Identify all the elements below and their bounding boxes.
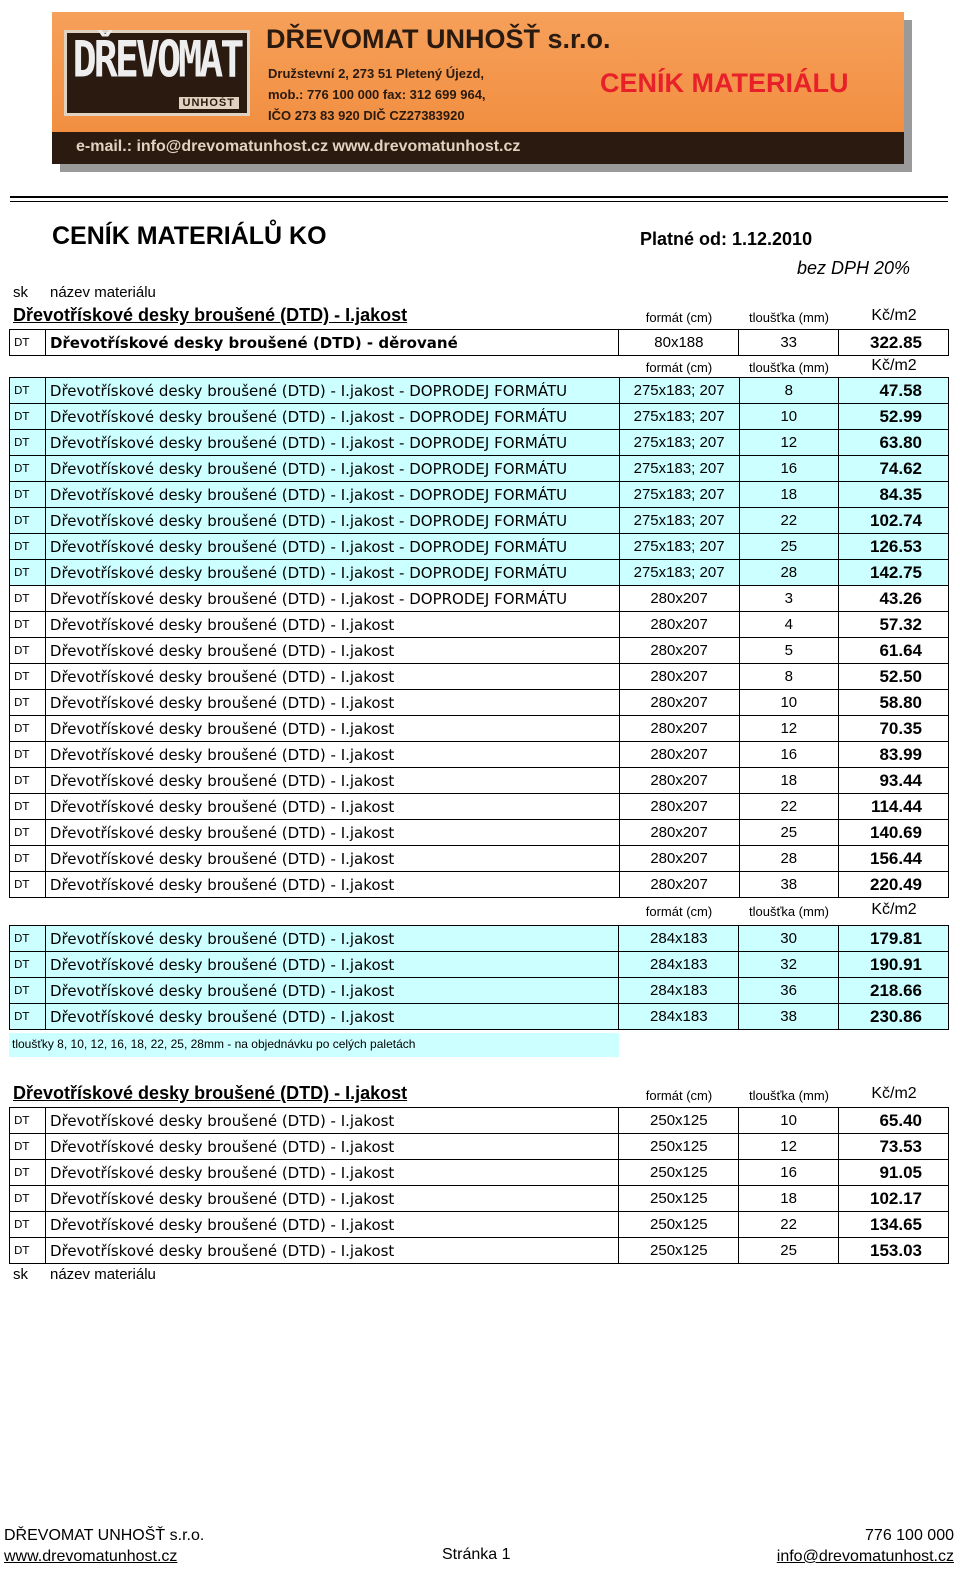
table-clearance [9,377,949,898]
cell-price: 102.74 [839,508,949,534]
cell-sk: DT [10,456,46,482]
cell-price: 73.53 [839,1134,949,1160]
company-logo [64,30,250,116]
table-250x125 [9,1107,949,1264]
cell-price: 65.40 [839,1108,949,1134]
banner-phones: mob.: 776 100 000 fax: 312 699 964, [268,87,486,102]
col-price-header: Kč/m2 [871,357,917,374]
cell-price: 126.53 [839,534,949,560]
footer-email-link[interactable]: info@drevomatunhost.cz [776,1548,954,1565]
cell-name: Dřevotřískové desky broušené (DTD) - I.jakost [45,1004,618,1030]
section-title: Dřevotřískové desky broušené (DTD) - I.jakost [13,305,408,325]
cell-price: 70.35 [839,716,949,742]
cell-sk: DT [10,1004,46,1030]
col-price-header: Kč/m2 [871,901,917,918]
cell-name: Dřevotřískové desky broušené (DTD) - I.jakost [45,820,619,846]
cell-format: 280x207 [619,820,739,846]
cell-thickness: 16 [739,456,839,482]
cell-format: 280x207 [619,768,739,794]
cell-sk: DT [10,664,46,690]
table-row [10,690,949,716]
cell-name: Dřevotřískové desky broušené (DTD) - I.jakost - DOPRODEJ FORMÁTU [45,560,619,586]
cell-thickness: 5 [739,638,839,664]
banner-ids: IČO 273 83 920 DIČ CZ27383920 [268,108,465,123]
col-format-header: formát (cm) [645,360,713,375]
divider-bottom [10,201,948,202]
cell-sk: DT [10,1108,46,1134]
cell-thickness: 22 [739,1212,839,1238]
cell-thickness: 12 [739,430,839,456]
cell-price: 153.03 [839,1238,949,1264]
cell-sk: DT [10,716,46,742]
cell-name: Dřevotřískové desky broušené (DTD) - I.jakost - DOPRODEJ FORMÁTU [45,534,619,560]
col-thickness-header: tloušťka (mm) [749,360,829,375]
name-column-label: název materiálu [50,284,156,301]
cell-thickness: 22 [739,508,839,534]
cell-thickness: 38 [739,1004,839,1030]
table-row [10,430,949,456]
cell-name: Dřevotřískové desky broušené (DTD) - I.jakost [45,1160,618,1186]
cell-format: 280x207 [619,612,739,638]
table-row [10,508,949,534]
table-row [10,768,949,794]
cell-name: Dřevotřískové desky broušené (DTD) - I.jakost [45,794,619,820]
cell-sk: DT [10,404,46,430]
cell-thickness: 25 [739,1238,839,1264]
table-row [10,1212,949,1238]
cell-sk: DT [10,508,46,534]
cell-sk: DT [10,1160,46,1186]
cell-name: Dřevotřískové desky broušené (DTD) - I.jakost [45,846,619,872]
cell-sk: DT [10,952,46,978]
table-row [10,820,949,846]
cell-thickness: 4 [739,612,839,638]
cell-sk: DT [10,1186,46,1212]
cell-thickness: 16 [739,1160,839,1186]
cell-thickness: 25 [739,534,839,560]
cell-thickness: 38 [739,872,839,898]
cell-sk: DT [10,534,46,560]
cell-thickness: 10 [739,690,839,716]
cell-format: 275x183; 207 [619,404,739,430]
cell-price: 218.66 [839,978,949,1004]
cell-price: 43.26 [839,586,949,612]
banner-address: Družstevní 2, 273 51 Pletený Újezd, [268,66,485,81]
cell-price: 47.58 [839,378,949,404]
table-perforated [9,329,949,356]
cell-thickness: 12 [739,1134,839,1160]
cell-name: Dřevotřískové desky broušené (DTD) - I.jakost - DOPRODEJ FORMÁTU [45,430,619,456]
cell-format: 280x207 [619,794,739,820]
cell-thickness: 33 [739,330,839,356]
cell-thickness: 30 [739,926,839,952]
logo-subtitle: UNHOŠT [179,97,239,109]
cell-name: Dřevotřískové desky broušené (DTD) - I.jakost - DOPRODEJ FORMÁTU [45,378,619,404]
table-row [10,872,949,898]
cell-format: 280x207 [619,638,739,664]
cell-price: 156.44 [839,846,949,872]
order-note: tloušťky 8, 10, 12, 16, 18, 22, 25, 28mm - na objednávku po celých paletách [9,1033,619,1057]
cell-format: 280x207 [619,846,739,872]
table-284x183 [9,925,949,1030]
cell-thickness: 8 [739,664,839,690]
cell-sk: DT [10,768,46,794]
cell-sk: DT [10,926,46,952]
cell-sk: DT [10,378,46,404]
cell-format: 275x183; 207 [619,534,739,560]
cell-thickness: 8 [739,378,839,404]
cell-sk: DT [10,1134,46,1160]
table-row [10,482,949,508]
cell-sk: DT [10,846,46,872]
cell-format: 280x207 [619,664,739,690]
valid-from: Platné od: 1.12.2010 [640,229,813,249]
table-row [10,794,949,820]
cell-thickness: 10 [739,1108,839,1134]
col-thickness-header: tloušťka (mm) [749,904,829,919]
cell-sk: DT [10,482,46,508]
logo-wordmark: DŘEVOMAT [72,31,242,89]
table-row [10,638,949,664]
cell-thickness: 10 [739,404,839,430]
cell-format: 275x183; 207 [619,508,739,534]
cell-price: 322.85 [839,330,949,356]
cell-sk: DT [10,690,46,716]
table-row [10,404,949,430]
cell-name: Dřevotřískové desky broušené (DTD) - I.jakost - DOPRODEJ FORMÁTU [45,404,619,430]
cell-price: 230.86 [839,1004,949,1030]
divider-top [10,196,948,198]
name-column-label: název materiálu [50,1266,156,1283]
table-row [10,1108,949,1134]
page-title: CENÍK MATERIÁLŮ KO [52,222,327,250]
cell-sk: DT [10,330,46,356]
footer-company: DŘEVOMAT UNHOŠŤ s.r.o. [4,1527,205,1544]
cell-format: 284x183 [619,952,739,978]
section-title: Dřevotřískové desky broušené (DTD) - I.jakost [13,1083,408,1103]
cell-sk: DT [10,560,46,586]
cell-price: 52.50 [839,664,949,690]
cell-price: 220.49 [839,872,949,898]
cell-format: 250x125 [619,1212,739,1238]
cell-price: 74.62 [839,456,949,482]
cell-price: 179.81 [839,926,949,952]
cell-format: 275x183; 207 [619,378,739,404]
cell-sk: DT [10,1212,46,1238]
table-row [10,378,949,404]
table-row [10,560,949,586]
cell-thickness: 18 [739,768,839,794]
footer-page-number: Stránka 1 [442,1546,511,1563]
col-price-header: Kč/m2 [871,307,917,324]
cell-format: 250x125 [619,1186,739,1212]
cell-name: Dřevotřískové desky broušené (DTD) - I.jakost - DOPRODEJ FORMÁTU [45,456,619,482]
table-row [10,1238,949,1264]
col-format-header: formát (cm) [645,310,713,325]
banner-company-name: DŘEVOMAT UNHOŠŤ s.r.o. [266,24,611,54]
cell-name: Dřevotřískové desky broušené (DTD) - I.jakost [45,1134,618,1160]
cell-format: 275x183; 207 [619,482,739,508]
cell-format: 284x183 [619,926,739,952]
cell-name: Dřevotřískové desky broušené (DTD) - I.jakost [45,768,619,794]
table-row [10,1186,949,1212]
cell-format: 280x207 [619,586,739,612]
cell-format: 284x183 [619,1004,739,1030]
cell-sk: DT [10,978,46,1004]
cell-price: 61.64 [839,638,949,664]
col-format-header: formát (cm) [645,904,713,919]
cell-name: Dřevotřískové desky broušené (DTD) - I.jakost [45,690,619,716]
cell-price: 63.80 [839,430,949,456]
cell-format: 250x125 [619,1160,739,1186]
table-row [10,664,949,690]
cell-format: 80x188 [619,330,739,356]
cell-name: Dřevotřískové desky broušené (DTD) - I.jakost [45,978,618,1004]
cell-name: Dřevotřískové desky broušené (DTD) - I.jakost [45,952,618,978]
table-row [10,1134,949,1160]
vat-note: bez DPH 20% [796,258,910,278]
table-row [10,586,949,612]
table-row [10,846,949,872]
cell-price: 83.99 [839,742,949,768]
cell-format: 284x183 [619,978,739,1004]
cell-price: 142.75 [839,560,949,586]
cell-name: Dřevotřískové desky broušené (DTD) - I.jakost [45,1108,618,1134]
cell-name: Dřevotřískové desky broušené (DTD) - I.jakost [45,612,619,638]
cell-price: 57.32 [839,612,949,638]
cell-format: 275x183; 207 [619,456,739,482]
banner-contact-bar [52,132,904,164]
cell-thickness: 3 [739,586,839,612]
banner-contact-text: e-mail.: info@drevomatunhost.cz www.drevomatunhost.cz [76,138,521,155]
col-thickness-header: tloušťka (mm) [749,310,829,325]
table-row [10,926,949,952]
cell-name: Dřevotřískové desky broušené (DTD) - I.jakost - DOPRODEJ FORMÁTU [45,586,619,612]
cell-price: 58.80 [839,690,949,716]
cell-sk: DT [10,612,46,638]
cell-name: Dřevotřískové desky broušené (DTD) - I.jakost [45,716,619,742]
cell-format: 280x207 [619,742,739,768]
cell-name: Dřevotřískové desky broušené (DTD) - I.jakost - DOPRODEJ FORMÁTU [45,482,619,508]
cell-name: Dřevotřískové desky broušené (DTD) - I.jakost [45,638,619,664]
cell-price: 190.91 [839,952,949,978]
cell-name: Dřevotřískové desky broušené (DTD) - I.jakost [45,1212,618,1238]
cell-format: 280x207 [619,716,739,742]
cell-sk: DT [10,820,46,846]
cell-format: 250x125 [619,1108,739,1134]
cell-name: Dřevotřískové desky broušené (DTD) - I.jakost [45,742,619,768]
cell-thickness: 25 [739,820,839,846]
cell-sk: DT [10,586,46,612]
cell-format: 250x125 [619,1238,739,1264]
table-row [10,612,949,638]
cell-name: Dřevotřískové desky broušené (DTD) - I.jakost - DOPRODEJ FORMÁTU [45,508,619,534]
cell-format: 275x183; 207 [619,430,739,456]
table-row [10,978,949,1004]
cell-name: Dřevotřískové desky broušené (DTD) - I.jakost [45,664,619,690]
cell-thickness: 16 [739,742,839,768]
sk-column-label: sk [13,284,28,301]
cell-sk: DT [10,638,46,664]
cell-sk: DT [10,872,46,898]
cell-sk: DT [10,794,46,820]
cell-price: 52.99 [839,404,949,430]
cell-thickness: 32 [739,952,839,978]
footer-phone: 776 100 000 [865,1527,954,1544]
cell-price: 102.17 [839,1186,949,1212]
table-row [10,1160,949,1186]
cell-thickness: 28 [739,846,839,872]
cell-price: 134.65 [839,1212,949,1238]
cell-price: 114.44 [839,794,949,820]
cell-price: 93.44 [839,768,949,794]
cell-thickness: 18 [739,482,839,508]
col-format-header: formát (cm) [645,1088,713,1103]
cell-name: Dřevotřískové desky broušené (DTD) - děrované [45,330,619,356]
cell-price: 84.35 [839,482,949,508]
col-price-header: Kč/m2 [871,1085,917,1102]
banner-price-list-title: CENÍK MATERIÁLU [600,68,849,98]
cell-format: 280x207 [619,690,739,716]
table-row [10,1004,949,1030]
table-row [10,330,949,356]
cell-name: Dřevotřískové desky broušené (DTD) - I.jakost [45,926,618,952]
cell-name: Dřevotřískové desky broušené (DTD) - I.jakost [45,1186,618,1212]
cell-name: Dřevotřískové desky broušené (DTD) - I.jakost [45,872,619,898]
cell-price: 91.05 [839,1160,949,1186]
cell-price: 140.69 [839,820,949,846]
col-thickness-header: tloušťka (mm) [749,1088,829,1103]
cell-thickness: 18 [739,1186,839,1212]
header-banner [52,12,904,164]
cell-format: 275x183; 207 [619,560,739,586]
table-row [10,742,949,768]
cell-thickness: 22 [739,794,839,820]
footer-website-link[interactable]: www.drevomatunhost.cz [4,1548,178,1565]
cell-format: 250x125 [619,1134,739,1160]
cell-thickness: 36 [739,978,839,1004]
table-row [10,952,949,978]
table-row [10,716,949,742]
cell-name: Dřevotřískové desky broušené (DTD) - I.jakost [45,1238,618,1264]
table-row [10,534,949,560]
cell-sk: DT [10,742,46,768]
cell-thickness: 12 [739,716,839,742]
sk-column-label: sk [13,1266,28,1283]
cell-format: 280x207 [619,872,739,898]
cell-sk: DT [10,1238,46,1264]
table-row [10,456,949,482]
cell-thickness: 28 [739,560,839,586]
cell-sk: DT [10,430,46,456]
